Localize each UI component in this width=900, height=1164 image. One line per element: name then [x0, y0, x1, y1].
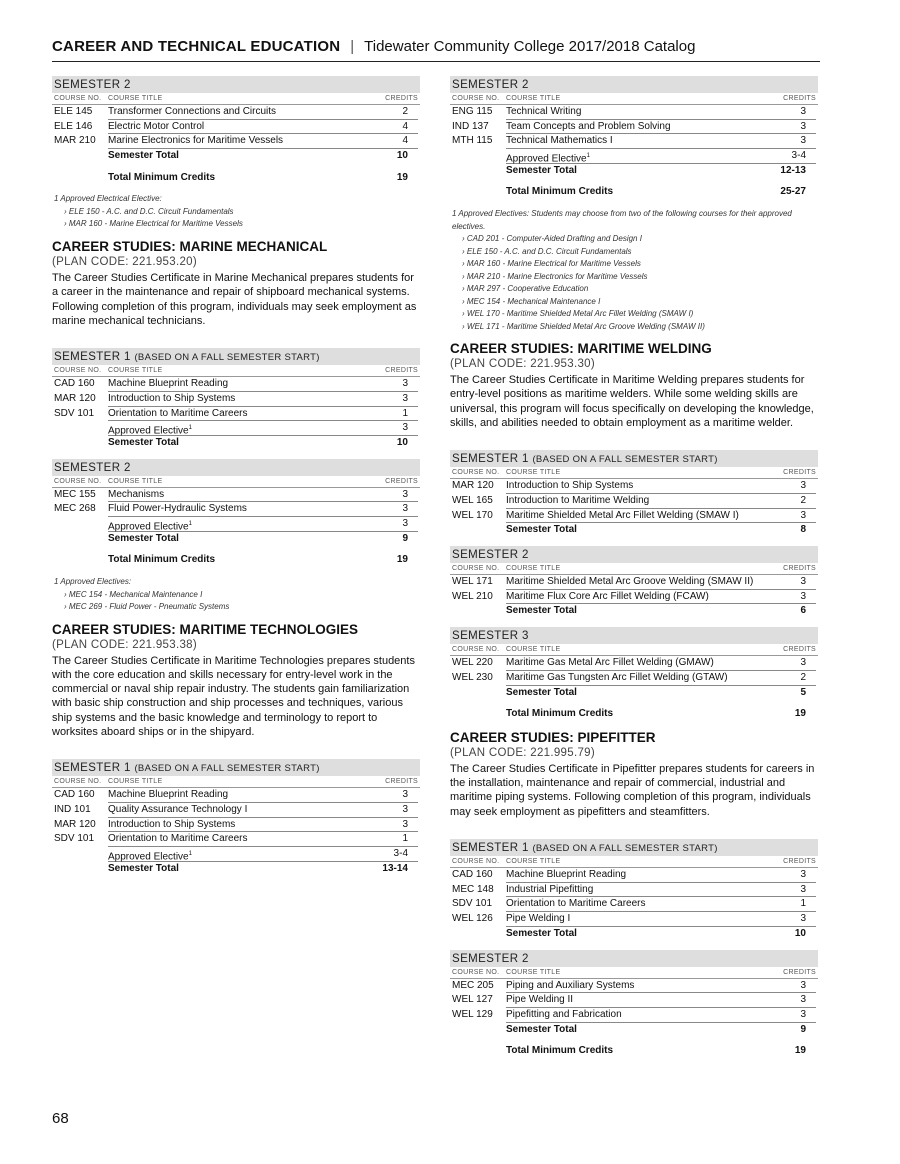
course-credits: 1 [368, 407, 418, 422]
course-no: MTH 115 [452, 135, 493, 147]
semester-total-label: Semester Total [506, 927, 577, 939]
table-row [52, 788, 420, 803]
course-no: MAR 120 [54, 392, 96, 404]
course-credits: 3 [766, 1008, 816, 1023]
minimum-credits-value: 25-27 [780, 186, 806, 198]
course-title: Electric Motor Control [108, 120, 368, 135]
semester-label: SEMESTER 1 [452, 842, 529, 855]
minimum-credits-row [450, 707, 818, 722]
elective-label: Approved Elective [108, 521, 189, 533]
minimum-credits-row [52, 553, 420, 568]
column-header-row [450, 467, 818, 479]
table-row [52, 502, 420, 517]
semester-total-row [450, 1023, 818, 1038]
footnote-item: › MAR 297 - Cooperative Education [462, 284, 589, 294]
table-row [450, 105, 818, 120]
footnote-marker: 1 [188, 851, 192, 858]
semester-label: SEMESTER 1 [54, 762, 131, 775]
course-no: WEL 171 [452, 576, 493, 588]
course-no: ENG 115 [452, 106, 493, 117]
elective-row [450, 149, 818, 164]
course-title: Technical Writing [506, 105, 766, 120]
table-row [450, 509, 818, 524]
course-title: Team Concepts and Problem Solving [506, 120, 766, 135]
minimum-credits-label: Total Minimum Credits [506, 708, 614, 720]
table-row [450, 494, 818, 509]
semester-heading [52, 348, 420, 365]
semester-total-row [450, 164, 818, 179]
col-credits: CREDITS [783, 565, 816, 573]
table-row [52, 803, 420, 818]
course-no: ELE 145 [54, 106, 93, 117]
table-row [52, 377, 420, 392]
col-credits: CREDITS [385, 477, 418, 485]
column-header-row [52, 776, 420, 788]
footnote-item: › MAR 160 - Marine Electrical for Maritime Vessels [64, 219, 243, 229]
course-credits: 3 [766, 590, 816, 605]
semester-total-row [450, 927, 818, 942]
semester-label: SEMESTER 3 [452, 630, 529, 643]
table-row [450, 656, 818, 671]
plan-code: (PLAN CODE: 221.953.20) [52, 255, 197, 268]
course-title: Introduction to Ship Systems [506, 479, 766, 494]
course-credits: 2 [766, 494, 816, 509]
col-credits: CREDITS [385, 778, 418, 786]
course-credits: 2 [766, 671, 816, 686]
course-no: MEC 155 [54, 488, 96, 500]
footnote-item: › ELE 150 - A.C. and D.C. Circuit Fundamentals [64, 206, 234, 216]
course-credits: 3 [368, 818, 418, 833]
footnote-heading: 1 Approved Electives: Students may choose from two of the following courses for their approved electives. [452, 209, 792, 231]
col-course-no: COURSE NO. [452, 469, 500, 477]
footnote-block [54, 576, 420, 614]
col-credits: CREDITS [385, 367, 418, 375]
program-description: The Career Studies Certificate in Marine Mechanical prepares students for a career in the maintenance and repair of shipboard mechanical systems. Following completion of this program, individuals may seek employment as marine mechanical technicians. [52, 271, 417, 327]
footnote-item: › MEC 269 - Fluid Power - Pneumatic Systems [64, 602, 230, 611]
course-no: MEC 268 [54, 503, 96, 515]
course-no: MAR 120 [452, 480, 494, 492]
semester-total-row [52, 532, 420, 547]
page-header [52, 38, 820, 62]
semester-total-value: 10 [396, 436, 408, 448]
program-title: CAREER STUDIES: MARITIME WELDING [450, 341, 712, 357]
column-header-row [52, 476, 420, 488]
semester-label: SEMESTER 1 [452, 453, 529, 466]
course-title: Orientation to Maritime Careers [506, 897, 766, 912]
table-row [450, 979, 818, 994]
course-title: Marine Electronics for Maritime Vessels [108, 134, 368, 149]
minimum-credits-label: Total Minimum Credits [506, 1045, 614, 1057]
semester-total-label: Semester Total [506, 605, 577, 617]
column-header-row [450, 93, 818, 105]
course-title: Machine Blueprint Reading [108, 377, 368, 392]
course-table-left-3 [52, 459, 420, 568]
col-course-title: COURSE TITLE [506, 565, 561, 573]
course-credits: 1 [766, 897, 816, 912]
course-no: CAD 160 [54, 378, 95, 390]
footnote-block [54, 193, 420, 231]
table-row [450, 134, 818, 149]
course-no: SDV 101 [54, 407, 95, 419]
col-course-no: COURSE NO. [452, 95, 500, 102]
column-header-row [52, 365, 420, 377]
course-title: Orientation to Maritime Careers [108, 832, 368, 847]
course-table-right-2 [450, 450, 818, 538]
minimum-credits-value: 19 [794, 1045, 806, 1057]
semester-total-label: Semester Total [506, 1023, 577, 1035]
catalog-title: Tidewater Community College 2017/2018 Catalog [364, 38, 696, 55]
semester-heading [52, 76, 420, 93]
footnote-item: › MEC 154 - Mechanical Maintenance I [64, 589, 203, 599]
col-course-title: COURSE TITLE [108, 95, 163, 102]
table-row [450, 912, 818, 927]
footnote-item: › WEL 170 - Maritime Shielded Metal Arc Fillet Welding (SMAW I) [462, 309, 694, 319]
table-row [450, 120, 818, 135]
program-description: The Career Studies Certificate in Maritime Technologies prepares students with the core education and skills necessary for entry-level work in the commercial or naval ship repair industry. The students gain familiarization with basic ship construction and ship processes and techniques, various ship systems and the basic knowledge and terminology to report to worksites aboard ships or in the shipyard. [52, 654, 415, 738]
footnote-item: › MEC 154 - Mechanical Maintenance I [462, 296, 601, 306]
semester-total-label: Semester Total [506, 164, 577, 176]
course-no: ELE 146 [54, 120, 93, 132]
elective-row [52, 517, 420, 532]
semester-subtitle: (BASED ON A FALL SEMESTER START) [134, 352, 320, 364]
page-number: 68 [52, 1110, 69, 1127]
semester-label: SEMESTER 1 [54, 351, 131, 364]
semester-total-row [450, 604, 818, 619]
col-course-title: COURSE TITLE [506, 646, 561, 654]
course-table-right-3 [450, 546, 818, 619]
col-credits: CREDITS [783, 968, 816, 976]
col-credits: CREDITS [385, 95, 418, 102]
course-no: WEL 220 [452, 657, 493, 669]
course-credits: 3 [368, 502, 418, 517]
course-table-right-6 [450, 950, 818, 1059]
course-credits: 1 [368, 832, 418, 847]
semester-total-label: Semester Total [506, 524, 577, 536]
semester-label: SEMESTER 2 [452, 549, 529, 562]
semester-total-row [52, 149, 420, 164]
semester-heading [450, 950, 818, 967]
table-row [450, 479, 818, 494]
course-credits: 3 [766, 105, 816, 120]
minimum-credits-row [52, 171, 420, 186]
course-no: CAD 160 [54, 789, 95, 801]
course-no: SDV 101 [54, 833, 95, 845]
course-no: MEC 148 [452, 883, 494, 895]
elective-label: Approved Elective [108, 851, 189, 863]
semester-heading [450, 450, 818, 467]
semester-label: SEMESTER 2 [54, 461, 131, 474]
semester-label: SEMESTER 2 [452, 952, 529, 965]
semester-total-value: 9 [800, 1023, 806, 1035]
course-no: WEL 230 [452, 671, 493, 683]
semester-total-row [52, 436, 420, 451]
table-row [450, 883, 818, 898]
course-no: WEL 210 [452, 590, 493, 602]
course-title: Technical Mathematics I [506, 134, 766, 149]
column-header-row [450, 644, 818, 656]
semester-total-value: 10 [396, 150, 408, 162]
footnote-marker: 1 [586, 153, 590, 160]
course-title: Quality Assurance Technology I [108, 803, 368, 818]
col-course-no: COURSE NO. [54, 367, 102, 375]
course-credits: 3 [766, 993, 816, 1008]
semester-total-row [450, 523, 818, 538]
course-credits: 3 [766, 868, 816, 883]
col-credits: CREDITS [783, 858, 816, 866]
col-credits: CREDITS [783, 95, 816, 102]
semester-heading [450, 839, 818, 856]
semester-total-value: 13-14 [382, 862, 408, 874]
plan-code: (PLAN CODE: 221.995.79) [450, 746, 595, 759]
semester-total-value: 10 [794, 927, 806, 939]
course-no: WEL 165 [452, 495, 493, 506]
course-table-right-1 [450, 76, 818, 200]
semester-subtitle: (BASED ON A FALL SEMESTER START) [532, 454, 718, 466]
column-header-row [450, 856, 818, 868]
course-credits: 3 [766, 509, 816, 524]
semester-total-value: 12-13 [780, 164, 806, 176]
footnote-item: › MAR 210 - Marine Electronics for Maritime Vessels [462, 271, 648, 281]
semester-total-label: Semester Total [108, 532, 179, 544]
course-credits: 4 [368, 134, 418, 149]
course-no: WEL 170 [452, 509, 493, 521]
table-row [450, 868, 818, 883]
minimum-credits-row [450, 1044, 818, 1059]
table-row [52, 488, 420, 503]
elective-credits: 3 [368, 517, 418, 532]
semester-label: SEMESTER 2 [54, 79, 131, 91]
course-title: Introduction to Ship Systems [108, 392, 368, 407]
course-title: Pipefitting and Fabrication [506, 1008, 766, 1023]
course-table-right-4 [450, 627, 818, 722]
table-row [450, 575, 818, 590]
left-column [52, 76, 420, 884]
col-course-title: COURSE TITLE [506, 858, 561, 866]
course-no: MAR 120 [54, 818, 96, 830]
col-course-title: COURSE TITLE [506, 95, 561, 102]
minimum-credits-label: Total Minimum Credits [108, 171, 216, 183]
semester-total-label: Semester Total [506, 686, 577, 698]
footnote-block [452, 208, 818, 333]
course-title: Orientation to Maritime Careers [108, 407, 368, 422]
course-credits: 3 [368, 377, 418, 392]
course-credits: 3 [766, 575, 816, 590]
elective-label: Approved Elective [108, 425, 189, 437]
course-title: Machine Blueprint Reading [506, 868, 766, 883]
semester-subtitle: (BASED ON A FALL SEMESTER START) [532, 843, 718, 855]
table-row [52, 818, 420, 833]
course-title: Introduction to Maritime Welding [506, 494, 766, 509]
header-rule [52, 61, 820, 62]
minimum-credits-value: 19 [794, 708, 806, 720]
elective-row [52, 847, 420, 862]
table-row [450, 993, 818, 1008]
col-course-title: COURSE TITLE [506, 469, 561, 477]
footnote-heading: 1 Approved Electrical Elective: [54, 194, 162, 204]
footnote-marker: 1 [188, 425, 192, 432]
col-course-title: COURSE TITLE [108, 367, 163, 375]
course-credits: 3 [766, 883, 816, 898]
course-credits: 3 [766, 134, 816, 149]
course-no: WEL 127 [452, 994, 493, 1006]
col-course-no: COURSE NO. [452, 858, 500, 866]
course-no: IND 137 [452, 120, 489, 132]
program-title: CAREER STUDIES: PIPEFITTER [450, 729, 656, 745]
course-title: Maritime Gas Tungsten Arc Fillet Welding (GTAW) [506, 671, 766, 686]
semester-total-label: Semester Total [108, 862, 179, 874]
course-title: Maritime Flux Core Arc Fillet Welding (FCAW) [506, 590, 766, 605]
elective-credits: 3 [368, 421, 418, 436]
semester-total-value: 5 [800, 686, 806, 698]
course-title: Pipe Welding II [506, 993, 766, 1008]
col-course-no: COURSE NO. [452, 565, 500, 573]
course-table-left-1 [52, 76, 420, 185]
col-course-no: COURSE NO. [54, 95, 102, 102]
table-row [52, 392, 420, 407]
col-course-title: COURSE TITLE [506, 968, 561, 976]
minimum-credits-label: Total Minimum Credits [108, 554, 216, 566]
col-credits: CREDITS [783, 469, 816, 477]
course-no: WEL 126 [452, 913, 493, 925]
column-header-row [52, 93, 420, 105]
col-course-no: COURSE NO. [54, 477, 102, 485]
elective-row [52, 421, 420, 436]
semester-total-label: Semester Total [108, 150, 179, 162]
semester-subtitle: (BASED ON A FALL SEMESTER START) [134, 763, 320, 775]
plan-code: (PLAN CODE: 221.953.38) [52, 638, 197, 651]
semester-total-row [450, 686, 818, 701]
course-no: MAR 210 [54, 135, 96, 147]
course-credits: 3 [368, 488, 418, 503]
column-header-row [450, 967, 818, 979]
course-credits: 2 [368, 105, 418, 120]
elective-label: Approved Elective [506, 153, 587, 165]
program-description: The Career Studies Certificate in Maritime Welding prepares students for entry-level positions as maritime welders. While some welding skills are universal, this program will focus specifically on developing the knowledge, skills, and abilities needed to obtain employment as a maritime welder. [450, 374, 814, 430]
table-row [52, 105, 420, 120]
table-row [450, 897, 818, 912]
minimum-credits-value: 19 [396, 554, 408, 566]
course-table-right-5 [450, 839, 818, 941]
table-row [52, 407, 420, 422]
footnote-heading: 1 Approved Electives: [54, 577, 132, 586]
program-title: CAREER STUDIES: MARITIME TECHNOLOGIES [52, 621, 359, 637]
course-credits: 3 [368, 788, 418, 803]
elective-credits: 3-4 [766, 149, 816, 164]
course-no: IND 101 [54, 803, 91, 815]
footnote-item: › MAR 160 - Marine Electrical for Maritime Vessels [462, 259, 641, 269]
minimum-credits-value: 19 [396, 171, 408, 183]
footnote-item: › ELE 150 - A.C. and D.C. Circuit Fundamentals [462, 246, 632, 256]
table-row [450, 590, 818, 605]
department-title: CAREER AND TECHNICAL EDUCATION [52, 38, 341, 55]
course-credits: 3 [368, 803, 418, 818]
column-header-row [450, 563, 818, 575]
course-credits: 3 [766, 479, 816, 494]
table-row [450, 1008, 818, 1023]
table-row [52, 134, 420, 149]
semester-label: SEMESTER 2 [452, 79, 529, 91]
course-credits: 3 [368, 392, 418, 407]
footnote-marker: 1 [188, 520, 192, 527]
course-title: Mechanisms [108, 488, 368, 503]
course-no: MEC 205 [452, 979, 494, 991]
minimum-credits-row [450, 185, 818, 200]
course-title: Fluid Power-Hydraulic Systems [108, 502, 368, 517]
course-title: Maritime Shielded Metal Arc Groove Welding (SMAW II) [506, 575, 766, 590]
course-table-left-2 [52, 348, 420, 450]
col-credits: CREDITS [783, 646, 816, 654]
right-column [450, 76, 818, 1067]
semester-heading [450, 546, 818, 563]
semester-total-value: 8 [800, 524, 806, 536]
col-course-no: COURSE NO. [452, 646, 500, 654]
table-row [450, 671, 818, 686]
semester-heading [52, 759, 420, 776]
course-credits: 4 [368, 120, 418, 135]
course-table-left-4 [52, 759, 420, 876]
course-title: Maritime Gas Metal Arc Fillet Welding (GMAW) [506, 656, 766, 671]
col-course-no: COURSE NO. [452, 968, 500, 976]
col-course-no: COURSE NO. [54, 778, 102, 786]
course-title: Introduction to Ship Systems [108, 818, 368, 833]
col-course-title: COURSE TITLE [108, 477, 163, 485]
elective-credits: 3-4 [368, 847, 418, 862]
semester-total-value: 9 [402, 532, 408, 544]
course-title: Pipe Welding I [506, 912, 766, 927]
course-credits: 3 [766, 656, 816, 671]
semester-total-label: Semester Total [108, 436, 179, 448]
course-title: Machine Blueprint Reading [108, 788, 368, 803]
footnote-item: › WEL 171 - Maritime Shielded Metal Arc Groove Welding (SMAW II) [462, 321, 705, 331]
course-title: Transformer Connections and Circuits [108, 105, 368, 120]
semester-total-row [52, 862, 420, 877]
col-course-title: COURSE TITLE [108, 778, 163, 786]
course-title: Industrial Pipefitting [506, 883, 766, 898]
table-row [52, 120, 420, 135]
course-no: WEL 129 [452, 1008, 493, 1020]
table-row [52, 832, 420, 847]
course-no: CAD 160 [452, 869, 493, 881]
course-credits: 3 [766, 979, 816, 994]
semester-total-value: 6 [800, 605, 806, 617]
minimum-credits-label: Total Minimum Credits [506, 186, 614, 198]
program-title: CAREER STUDIES: MARINE MECHANICAL [52, 238, 328, 254]
semester-heading [450, 627, 818, 644]
course-title: Piping and Auxiliary Systems [506, 979, 766, 994]
course-credits: 3 [766, 912, 816, 927]
semester-heading [52, 459, 420, 476]
plan-code: (PLAN CODE: 221.953.30) [450, 358, 595, 371]
semester-heading [450, 76, 818, 93]
course-no: SDV 101 [452, 898, 493, 910]
course-title: Maritime Shielded Metal Arc Fillet Welding (SMAW I) [506, 509, 766, 524]
program-description: The Career Studies Certificate in Pipefitter prepares students for careers in the installation, maintenance and repair of commercial, industrial and maritime piping systems. Following completion of this program, individuals may seek employment as pipefitters and steamfitters. [450, 762, 815, 818]
header-separator: | [350, 38, 355, 55]
footnote-item: › CAD 201 - Computer-Aided Drafting and Design I [462, 234, 642, 244]
course-credits: 3 [766, 120, 816, 135]
